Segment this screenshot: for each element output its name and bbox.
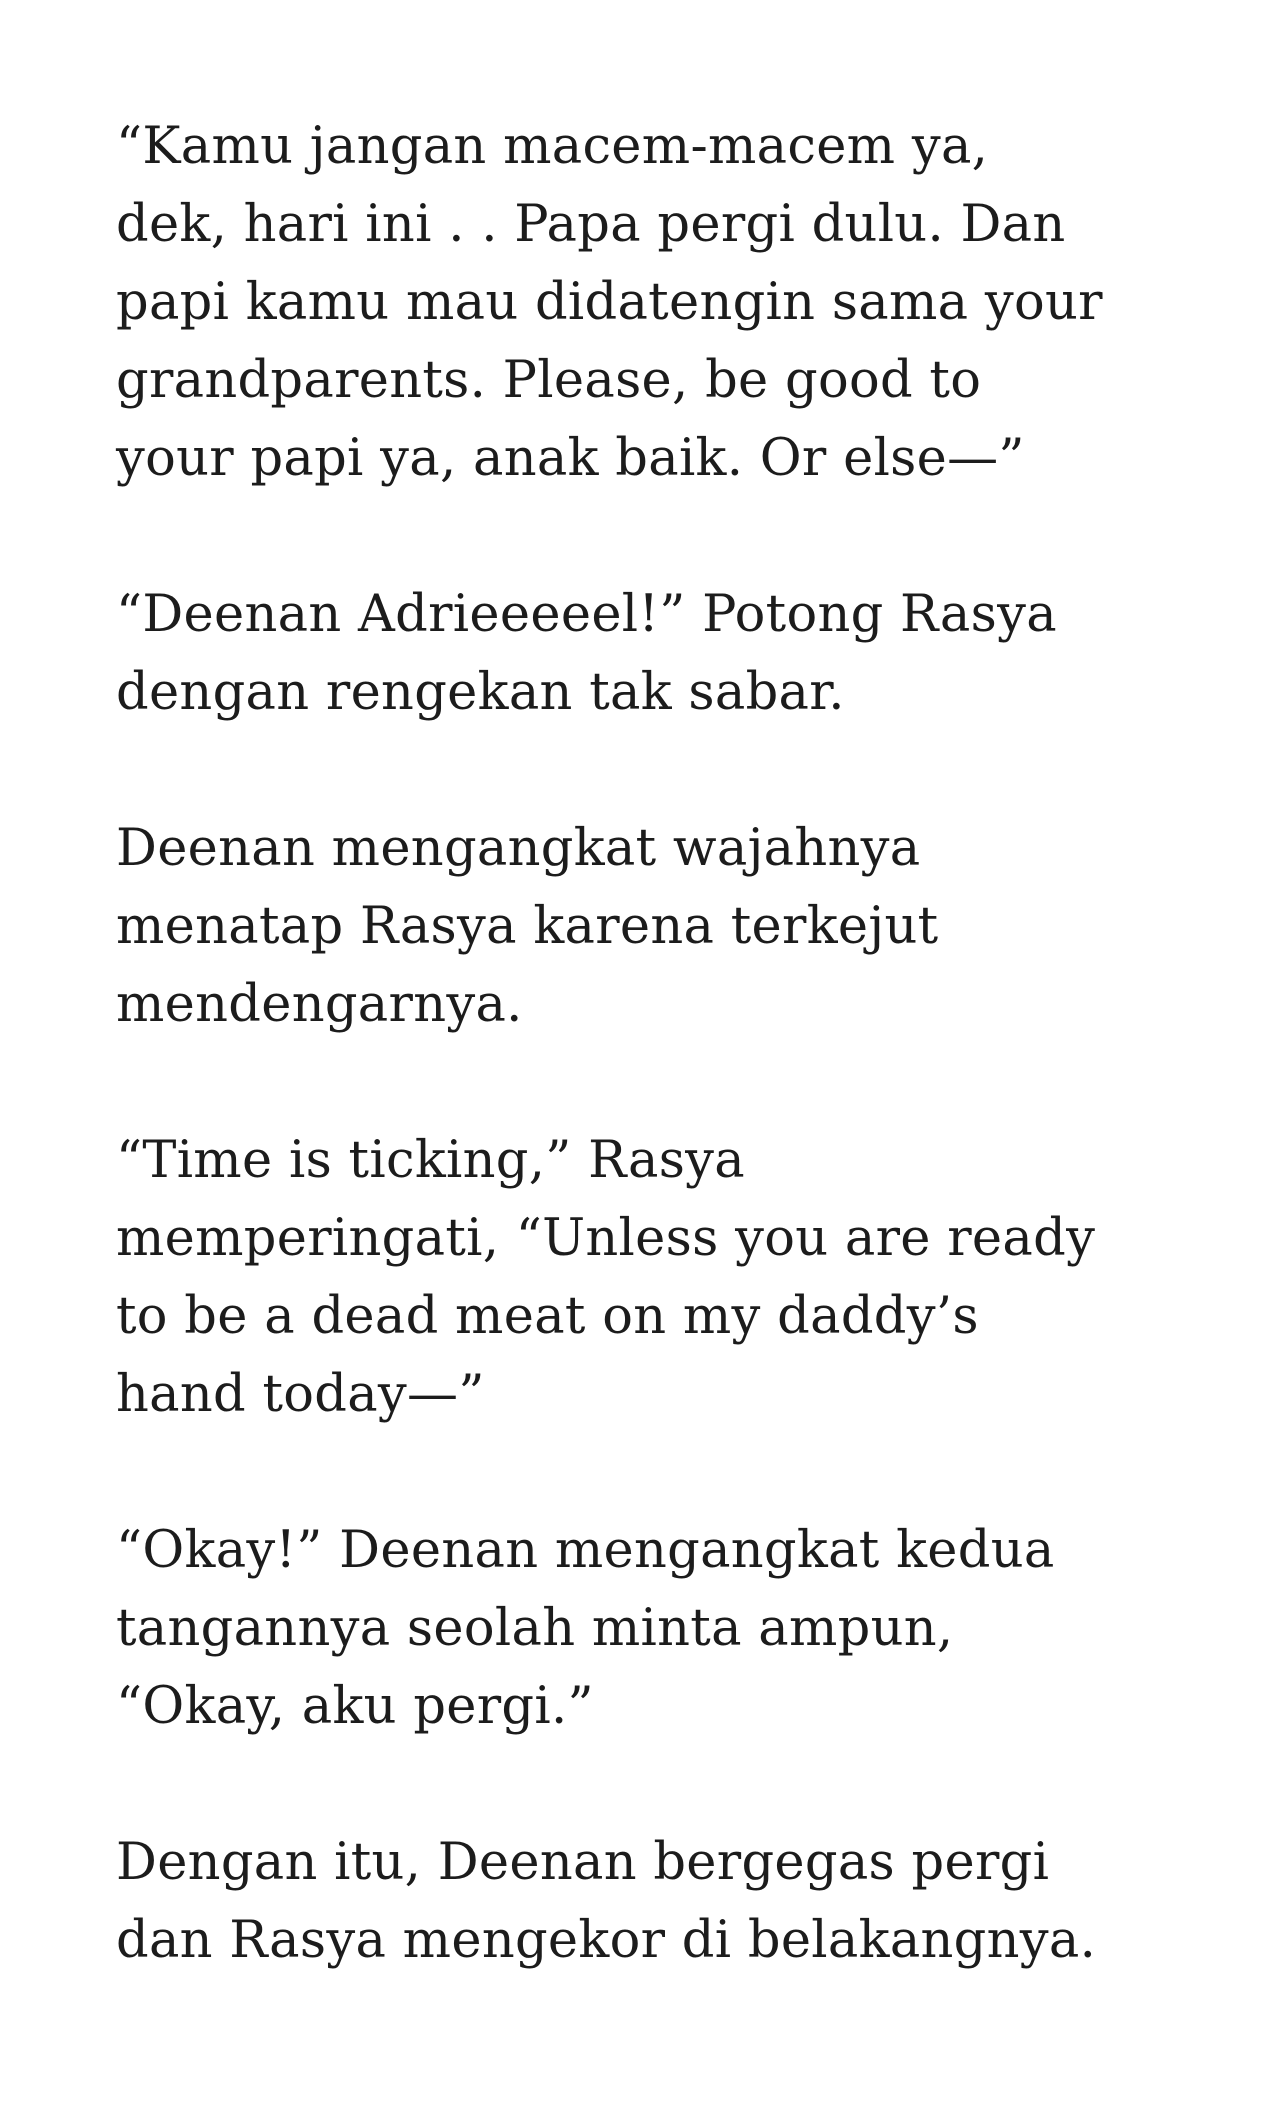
- text-line: memperingati, “Unless you are ready: [116, 1209, 1096, 1268]
- text-line: “Okay, aku pergi.”: [116, 1677, 594, 1736]
- paragraph-1: [116, 108, 1216, 498]
- text-line: “Okay!” Deenan mengangkat kedua: [116, 1521, 1055, 1580]
- paragraph-5: [116, 1512, 1216, 1746]
- text-line: dek, hari ini . . Papa pergi dulu. Dan: [116, 195, 1066, 254]
- text-line: your papi ya, anak baik. Or else—”: [116, 429, 1025, 488]
- story-text: [116, 108, 1216, 2058]
- text-line: mendengarnya.: [116, 975, 523, 1034]
- paragraph-2: [116, 576, 1216, 732]
- text-line: “Deenan Adrieeeeel!” Potong Rasya: [116, 585, 1057, 644]
- text-line: menatap Rasya karena terkejut: [116, 897, 939, 956]
- text-line: Dengan itu, Deenan bergegas pergi: [116, 1833, 1050, 1892]
- text-line: tangannya seolah minta ampun,: [116, 1599, 954, 1658]
- text-line: hand today—”: [116, 1365, 485, 1424]
- text-line: Deenan mengangkat wajahnya: [116, 819, 921, 878]
- text-line: dan Rasya mengekor di belakangnya.: [116, 1911, 1097, 1970]
- text-line: “Time is ticking,” Rasya: [116, 1131, 745, 1190]
- text-line: dengan rengekan tak sabar.: [116, 663, 845, 722]
- paragraph-3: [116, 810, 1216, 1044]
- text-line: “Kamu jangan macem-macem ya,: [116, 117, 989, 176]
- paragraph-6: [116, 1824, 1216, 1980]
- text-line: to be a dead meat on my daddy’s: [116, 1287, 979, 1346]
- paragraph-4: [116, 1122, 1216, 1434]
- text-line: grandparents. Please, be good to: [116, 351, 982, 410]
- text-line: papi kamu mau didatengin sama your: [116, 273, 1103, 332]
